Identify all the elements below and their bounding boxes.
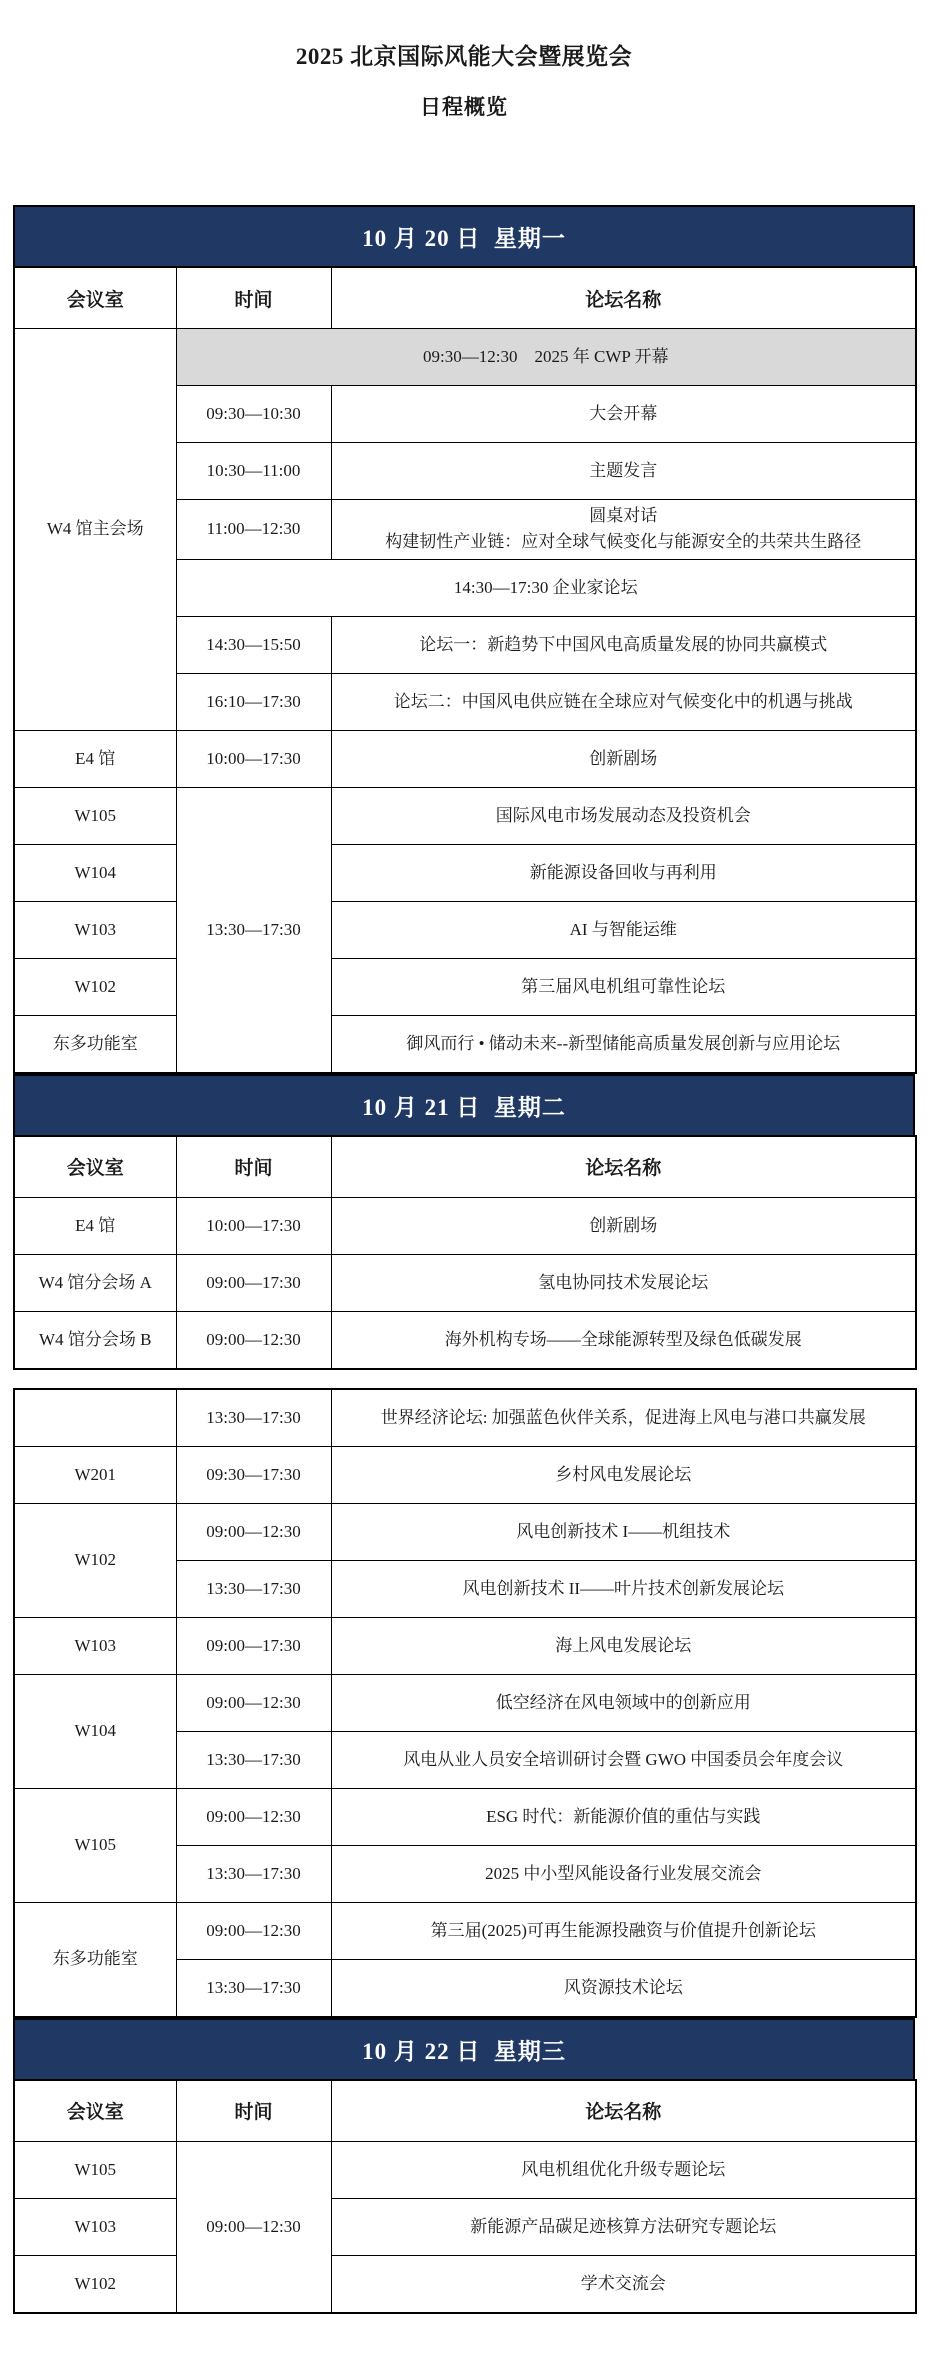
room-cell: W4 馆分会场 B <box>14 1311 176 1369</box>
time-cell: 13:30—17:30 <box>176 1560 331 1617</box>
room-cell: W102 <box>14 2255 176 2313</box>
time-cell: 09:00—17:30 <box>176 1617 331 1674</box>
time-cell: 09:00—12:30 <box>176 1788 331 1845</box>
time-cell: 14:30—15:50 <box>176 616 331 673</box>
room-cell: W103 <box>14 2198 176 2255</box>
forum-cell: 新能源产品碳足迹核算方法研究专题论坛 <box>331 2198 916 2255</box>
forum-cell: 国际风电市场发展动态及投资机会 <box>331 787 916 844</box>
table-row <box>14 2141 916 2198</box>
column-header-forum: 论坛名称 <box>331 267 916 329</box>
column-header-room: 会议室 <box>14 267 176 329</box>
time-cell: 11:00—12:30 <box>176 500 331 560</box>
column-header-row <box>14 267 916 329</box>
table-row <box>14 329 916 386</box>
forum-cell: 风电创新技术 II——叶片技术创新发展论坛 <box>331 1560 916 1617</box>
room-cell: W105 <box>14 1788 176 1902</box>
forum-cell: 海上风电发展论坛 <box>331 1617 916 1674</box>
column-header-time: 时间 <box>176 2080 331 2142</box>
day-header-band: 10 月 20 日 星期一 <box>13 205 915 266</box>
time-cell: 09:30—10:30 <box>176 386 331 443</box>
schedule-sections <box>13 205 915 2314</box>
room-cell: 东多功能室 <box>14 1902 176 2017</box>
table-row <box>14 958 916 1015</box>
forum-cell: 主题发言 <box>331 443 916 500</box>
room-cell: 东多功能室 <box>14 1015 176 1073</box>
room-cell: W4 馆主会场 <box>14 329 176 731</box>
forum-cell: 第三届(2025)可再生能源投融资与价值提升创新论坛 <box>331 1902 916 1959</box>
room-cell: W102 <box>14 1503 176 1617</box>
forum-cell: 学术交流会 <box>331 2255 916 2313</box>
table-row <box>14 2198 916 2255</box>
room-cell: W104 <box>14 844 176 901</box>
table-row <box>14 1015 916 1073</box>
forum-cell: 世界经济论坛: 加强蓝色伙伴关系，促进海上风电与港口共赢发展 <box>331 1389 916 1447</box>
forum-cell: 低空经济在风电领域中的创新应用 <box>331 1674 916 1731</box>
merged-session-cell: 14:30—17:30 企业家论坛 <box>176 559 916 616</box>
table-row <box>14 901 916 958</box>
forum-cell: ESG 时代：新能源价值的重估与实践 <box>331 1788 916 1845</box>
time-cell: 09:00—12:30 <box>176 2141 331 2313</box>
forum-cell: 创新剧场 <box>331 730 916 787</box>
table-page-break-gap <box>13 1370 915 1388</box>
time-cell: 13:30—17:30 <box>176 1959 331 2017</box>
table-row <box>14 787 916 844</box>
table-row <box>14 844 916 901</box>
time-cell: 13:30—17:30 <box>176 787 331 1073</box>
column-header-room: 会议室 <box>14 1136 176 1198</box>
column-header-time: 时间 <box>176 267 331 329</box>
table-row <box>14 730 916 787</box>
time-cell: 13:30—17:30 <box>176 1731 331 1788</box>
day-header-band: 10 月 21 日 星期二 <box>13 1074 915 1135</box>
column-header-forum: 论坛名称 <box>331 2080 916 2142</box>
time-cell: 10:00—17:30 <box>176 1197 331 1254</box>
page-subtitle: 日程概览 <box>420 95 508 119</box>
column-header-forum: 论坛名称 <box>331 1136 916 1198</box>
forum-cell: 风电机组优化升级专题论坛 <box>331 2141 916 2198</box>
forum-cell: 2025 中小型风能设备行业发展交流会 <box>331 1845 916 1902</box>
page-title: 2025 北京国际风能大会暨展览会 <box>295 44 633 69</box>
table-row <box>14 1197 916 1254</box>
time-cell: 09:00—12:30 <box>176 1902 331 1959</box>
room-cell: W201 <box>14 1446 176 1503</box>
day-header-band: 10 月 22 日 星期三 <box>13 2018 915 2079</box>
time-cell: 09:00—12:30 <box>176 1311 331 1369</box>
room-cell: W104 <box>14 1674 176 1788</box>
room-cell: W103 <box>14 901 176 958</box>
forum-cell: 风资源技术论坛 <box>331 1959 916 2017</box>
time-cell: 09:00—12:30 <box>176 1503 331 1560</box>
room-cell: E4 馆 <box>14 1197 176 1254</box>
time-cell: 09:00—17:30 <box>176 1254 331 1311</box>
column-header-time: 时间 <box>176 1136 331 1198</box>
table-row <box>14 1446 916 1503</box>
time-cell: 10:00—17:30 <box>176 730 331 787</box>
table-row <box>14 1788 916 1845</box>
forum-cell: 论坛一：新趋势下中国风电高质量发展的协同共赢模式 <box>331 616 916 673</box>
forum-cell: 风电从业人员安全培训研讨会暨 GWO 中国委员会年度会议 <box>331 1731 916 1788</box>
time-cell: 16:10—17:30 <box>176 673 331 730</box>
forum-cell: 圆桌对话 构建韧性产业链：应对全球气候变化与能源安全的共荣共生路径 <box>331 500 916 560</box>
forum-cell: 氢电协同技术发展论坛 <box>331 1254 916 1311</box>
room-cell <box>14 1389 176 1447</box>
forum-cell: AI 与智能运维 <box>331 901 916 958</box>
table-row <box>14 1503 916 1560</box>
table-row <box>14 1674 916 1731</box>
column-header-room: 会议室 <box>14 2080 176 2142</box>
merged-session-cell: 09:30—12:30 2025 年 CWP 开幕 <box>176 329 916 386</box>
forum-cell: 风电创新技术 I——机组技术 <box>331 1503 916 1560</box>
table-row <box>14 1617 916 1674</box>
forum-cell: 创新剧场 <box>331 1197 916 1254</box>
forum-cell: 第三届风电机组可靠性论坛 <box>331 958 916 1015</box>
room-cell: W105 <box>14 787 176 844</box>
column-header-row <box>14 2080 916 2142</box>
table-row <box>14 1311 916 1369</box>
table-row <box>14 2255 916 2313</box>
table-row <box>14 1254 916 1311</box>
schedule-table-day2-block1 <box>13 1135 917 1370</box>
table-row <box>14 1902 916 1959</box>
room-cell: W103 <box>14 1617 176 1674</box>
forum-cell: 御风而行 • 储动未来--新型储能高质量发展创新与应用论坛 <box>331 1015 916 1073</box>
room-cell: W105 <box>14 2141 176 2198</box>
forum-cell: 论坛二：中国风电供应链在全球应对气候变化中的机遇与挑战 <box>331 673 916 730</box>
time-cell: 13:30—17:30 <box>176 1389 331 1447</box>
time-cell: 13:30—17:30 <box>176 1845 331 1902</box>
table-row <box>14 1389 916 1447</box>
room-cell: E4 馆 <box>14 730 176 787</box>
time-cell: 09:30—17:30 <box>176 1446 331 1503</box>
schedule-table-day1-block1 <box>13 266 917 1074</box>
schedule-table-day2-block2 <box>13 1388 917 2018</box>
forum-cell: 新能源设备回收与再利用 <box>331 844 916 901</box>
schedule-table-day3-block1 <box>13 2079 917 2314</box>
forum-cell: 大会开幕 <box>331 386 916 443</box>
time-cell: 10:30—11:00 <box>176 443 331 500</box>
forum-cell: 海外机构专场——全球能源转型及绿色低碳发展 <box>331 1311 916 1369</box>
column-header-row <box>14 1136 916 1198</box>
room-cell: W4 馆分会场 A <box>14 1254 176 1311</box>
time-cell: 09:00—12:30 <box>176 1674 331 1731</box>
forum-cell: 乡村风电发展论坛 <box>331 1446 916 1503</box>
room-cell: W102 <box>14 958 176 1015</box>
